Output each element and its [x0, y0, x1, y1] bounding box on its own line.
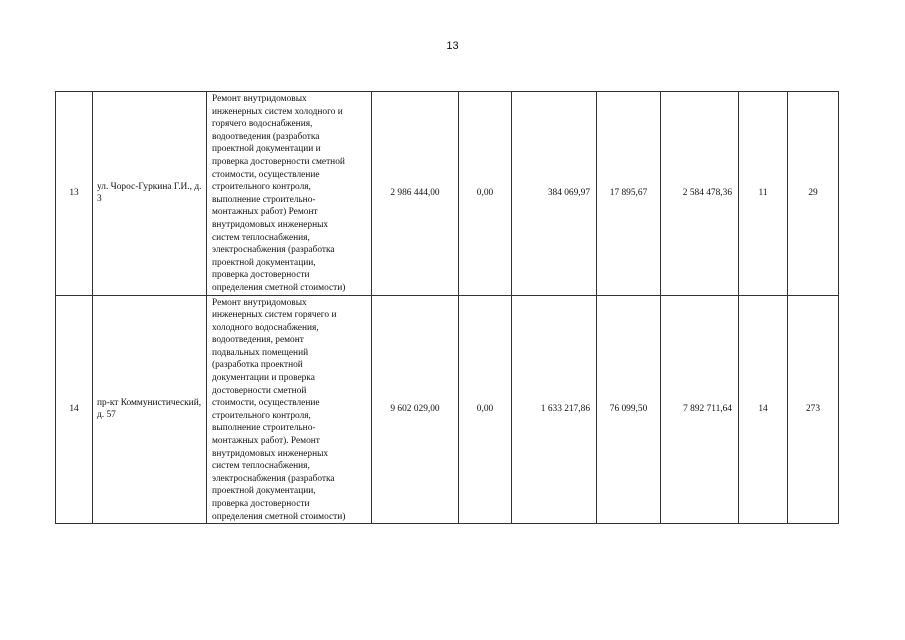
row-col-5: 2 584 478,36: [661, 92, 739, 296]
row-index: 13: [56, 92, 93, 296]
row-col-3: 1 633 217,86: [512, 295, 597, 524]
page-number: 13: [446, 40, 459, 52]
row-address: пр-кт Коммунистический, д. 57: [93, 295, 207, 524]
row-index: 14: [56, 295, 93, 524]
works-table: [55, 91, 839, 524]
row-col-5: 7 892 711,64: [661, 295, 739, 524]
table-row: [56, 92, 839, 296]
row-work-description: Ремонт внутридомовых инженерных систем горячего и холодного водоснабжения, водоотведения, ремонт подвальных помещений (разработка проектной документации и проверка достоверности сметной стоимости, осуществление строительного контроля, выполнение строительно- монтажных работ). Ремонт внутридомовых инженерных систем теплоснабжения, электроснабжения (разработка проектной документации, проверка достоверности определения сметной стоимости): [207, 295, 372, 524]
row-col-6: 11: [739, 92, 788, 296]
row-col-3: 384 069,97: [512, 92, 597, 296]
row-work-description: Ремонт внутридомовых инженерных систем холодного и горячего водоснабжения, водоотведения (разработка проектной документации и проверка достоверности сметной стоимости, осуществление строительного контроля, выполнение строительно- монтажных работ) Ремонт внутридомовых инженерных систем теплоснабжения, электроснабжения (разработка проектной документации, проверка достоверности определения сметной стоимости): [207, 92, 372, 296]
row-col-4: 76 099,50: [597, 295, 661, 524]
row-col-7: 273: [788, 295, 839, 524]
row-col-4: 17 895,67: [597, 92, 661, 296]
row-col-6: 14: [739, 295, 788, 524]
row-col-7: 29: [788, 92, 839, 296]
row-total-cost: 2 986 444,00: [372, 92, 459, 296]
row-col-2: 0,00: [459, 92, 512, 296]
row-address: ул. Чорос-Гуркина Г.И., д. 3: [93, 92, 207, 296]
row-col-2: 0,00: [459, 295, 512, 524]
table-row: [56, 295, 839, 524]
row-total-cost: 9 602 029,00: [372, 295, 459, 524]
